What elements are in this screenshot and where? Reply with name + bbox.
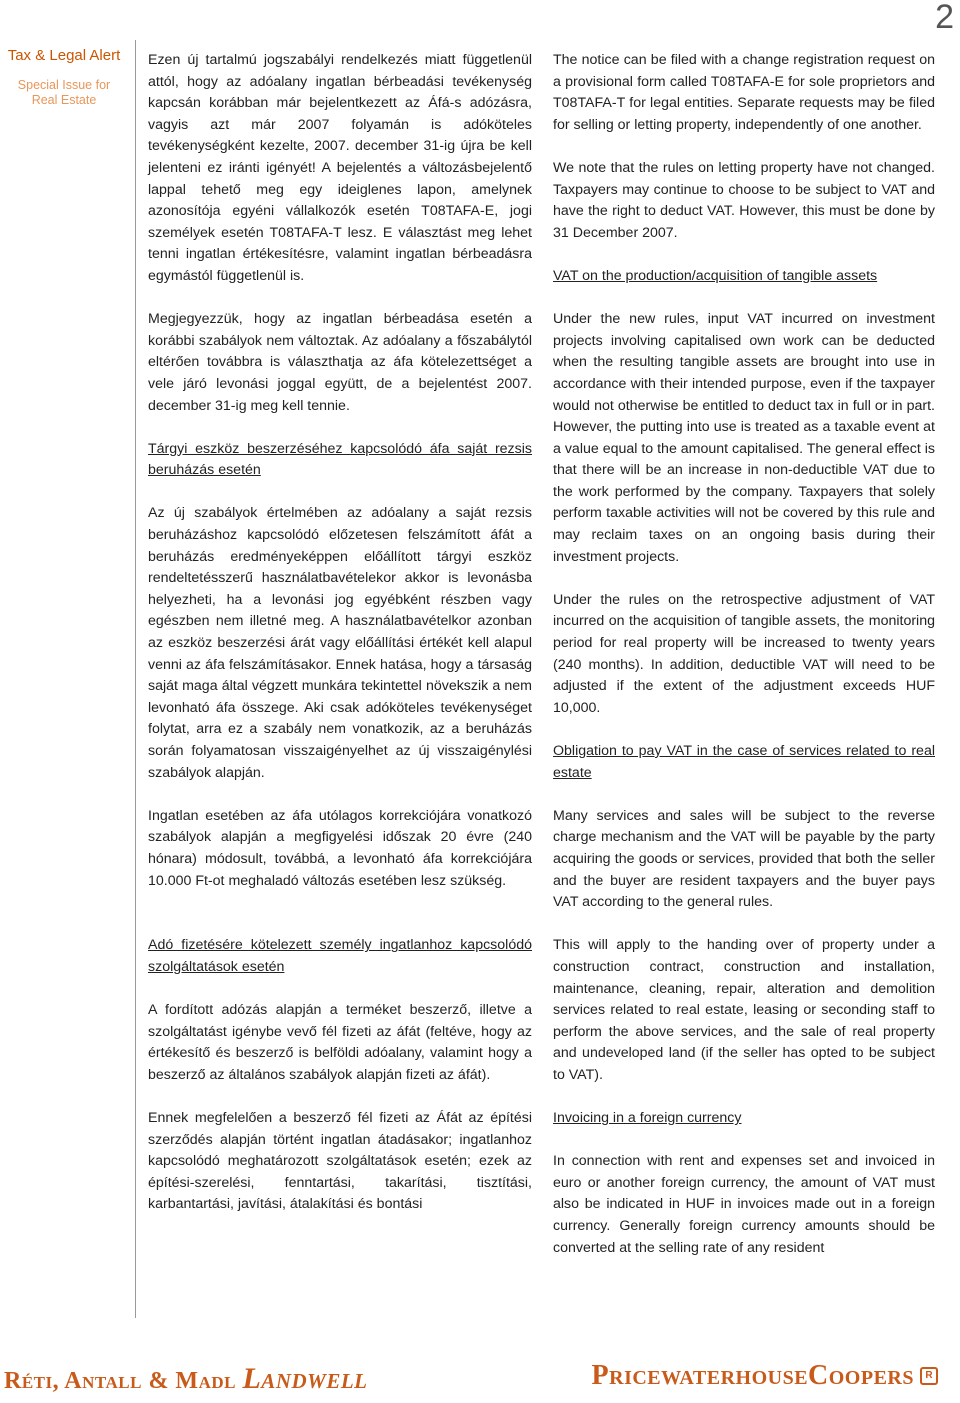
- english-column: [553, 50, 935, 1259]
- hu-paragraph-3: Az új szabályok értelmében az adóalany a saját rezsis beruházáshoz kapcsolódó előzetesen felszámított áfát a beruházás eredményeképpen előállított tárgyi eszköz rendeltetésszerű használatbavételekor akkor is levonásba helyezheti, ha a levonási jog egyébként részben vagy egészben nem illetné meg. A használatbavételkor azonban az eszköz beszerzési árát vagy előállítási értékét kell alapul venni az áfa felszámításakor. Ennek hatása, hogy a társaság saját maga által végzett munkára tekintettel növekszik a nem levonható áfa összege. Aki csak adóköteles tevékenységet folytat, arra ez a szabály nem vonatkozik, az a beruházás során folyamatosan visszaigényelhet az új visszaigénylési szabályok alapján.: [148, 505, 532, 781]
- logo-left-landwell: Landwell: [242, 1362, 368, 1395]
- en-paragraph-6: This will apply to the handing over of property under a construction contract, construction and installation, maintenance, cleaning, repair, alteration and demolition services related to real estate, leasing or seconding staff to perform the above services, and the sale of real property and undeveloped land (if the seller has opted to be subject to VAT).: [553, 937, 935, 1083]
- hu-heading-services: Adó fizetésére kötelezett személy ingatlanhoz kapcsolódó szolgáltatások esetén: [148, 937, 532, 975]
- issue-subtitle: [0, 78, 128, 108]
- hu-paragraph-2: Megjegyezzük, hogy az ingatlan bérbeadása esetén a korábbi szabályok nem változtak. Az adóalany a főszabálytól eltérően továbbra is választhatja az áfa kötelezettséget a vele járó levonási joggal együtt, de a bejelentést 2007. december 31-ig meg kell tennie.: [148, 311, 532, 414]
- en-paragraph-4: Under the rules on the retrospective adjustment of VAT incurred on the acquisition of tangible assets, the monitoring period for real property will be increased to twenty years (240 months). In addition, deductible VAT will need to be adjusted if the extent of the adjustment exceeds HUF 10,000.: [553, 591, 935, 716]
- registered-mark-icon: R: [920, 1367, 938, 1385]
- en-heading-services: Obligation to pay VAT in the case of services related to real estate: [553, 743, 935, 781]
- en-paragraph-5: Many services and sales will be subject to the reverse charge mechanism and the VAT will be payable by the party acquiring the goods or services, provided that both the seller and the buyer are resident taxpayers and the buyer pays VAT according to the general rules.: [553, 807, 935, 911]
- hu-heading-tangible-assets: Tárgyi eszköz beszerzéséhez kapcsolódó áfa saját rezsis beruházás esetén: [148, 440, 532, 479]
- hu-paragraph-1: Ezen új tartalmú jogszabályi rendelkezés miatt függetlenül attól, hogy az adóalany ingatlan bérbeadási tevékenység kapcsán korábban már bejelentkezett az Áfá-s adózásra, vagyis azt már 2007 folyamán is adóköteles tevékenységként kezelte, 2007. december 31-ig újra be kell jelenteni ez iránti igényét! A bejelentés a változásbejelentő lappal tehető meg egy ideiglenes lapon, amelynek azonosítója egyéni vállalkozók esetén T08TAFA-E, jogi személyek esetén T08TAFA-T lesz. E választást meg lehet tenni ingatlan értékesítésre, valamint ingatlan bérbeadásra egymástól függetlenül is.: [148, 52, 532, 284]
- sidebar-divider: [135, 40, 136, 1318]
- hungarian-column: [148, 50, 532, 1216]
- hu-paragraph-5: A fordított adózás alapján a terméket beszerző, illetve a szolgáltatást igénybe vevő fél fizeti az áfát (feltéve, hogy az értékesítő és beszerző is belföldi adóalany, valamint hogy a beszerző az általános szabályok alapján fizeti az áfát).: [148, 1002, 532, 1083]
- logo-left-firm-name: Réti, Antall & Madl: [4, 1368, 236, 1394]
- footer: [0, 1350, 960, 1403]
- reti-antall-madl-landwell-logo: [4, 1362, 367, 1396]
- en-paragraph-1: The notice can be filed with a change registration request on a provisional form called T08TAFA-E for sole proprietors and T08TAFA-T for legal entities. Separate requests may be filed for selling or letting property, independently of one another.: [553, 52, 935, 133]
- publication-title: Tax & Legal Alert: [7, 47, 121, 64]
- en-heading-tangible-assets: VAT on the production/acquisition of tangible assets: [553, 267, 878, 284]
- hu-paragraph-4: Ingatlan esetében az áfa utólagos korrekciójára vonatkozó szabályok alapján a megfigyelési időszak 20 évre (240 hónara) módosult, továbbá, a levonható áfa korrekciójára 10.000 Ft-ot meghaladó változás esetében lesz szükség.: [148, 807, 532, 889]
- issue-subtitle-line2: Real Estate: [31, 93, 97, 107]
- en-paragraph-7: In connection with rent and expenses set and invoiced in euro or another foreign currency, the amount of VAT must also be indicated in HUF in invoices made out in a foreign currency. Generally foreign currency amounts should be converted at the selling rate of any resident: [553, 1153, 935, 1256]
- en-heading-invoicing: Invoicing in a foreign currency: [553, 1110, 742, 1127]
- hu-paragraph-6: Ennek megfelelően a beszerző fél fizeti az Áfát az építési szerződés alapján történt ingatlan átadásakor; ingatlanhoz kapcsolódó meghatározott szolgáltatások esetén; ezek az építési-szerelési, fenntartási, takarítási, tisztítási, karbantartási, javítási, átalakítási és bontási: [148, 1110, 532, 1213]
- en-paragraph-2: We note that the rules on letting property have not changed. Taxpayers may continue to choose to be subject to VAT and have the right to deduct VAT. However, this must be done by 31 December 2007.: [553, 159, 935, 241]
- sidebar: [0, 46, 128, 108]
- pricewaterhousecoopers-logo: PricewaterhouseCoopers: [591, 1360, 914, 1391]
- page-number: 2: [935, 0, 954, 36]
- en-paragraph-3: Under the new rules, input VAT incurred on investment projects involving capitalised own work can be deducted when the resulting tangible assets are brought into use in accordance with their intended purpose, even if the taxpayer would not otherwise be entitled to deduct tax in full or in part. However, the putting into use is treated as a taxable event at a value equal to the amount capitalised. The general effect is that there will be an increase in non-deductible VAT due to the work performed by the company. Taxpayers that solely perform taxable activities will not be covered by this rule and may reclaim taxes on an ongoing basis during their investment projects.: [553, 311, 936, 565]
- issue-subtitle-line1: Special Issue for: [17, 78, 111, 92]
